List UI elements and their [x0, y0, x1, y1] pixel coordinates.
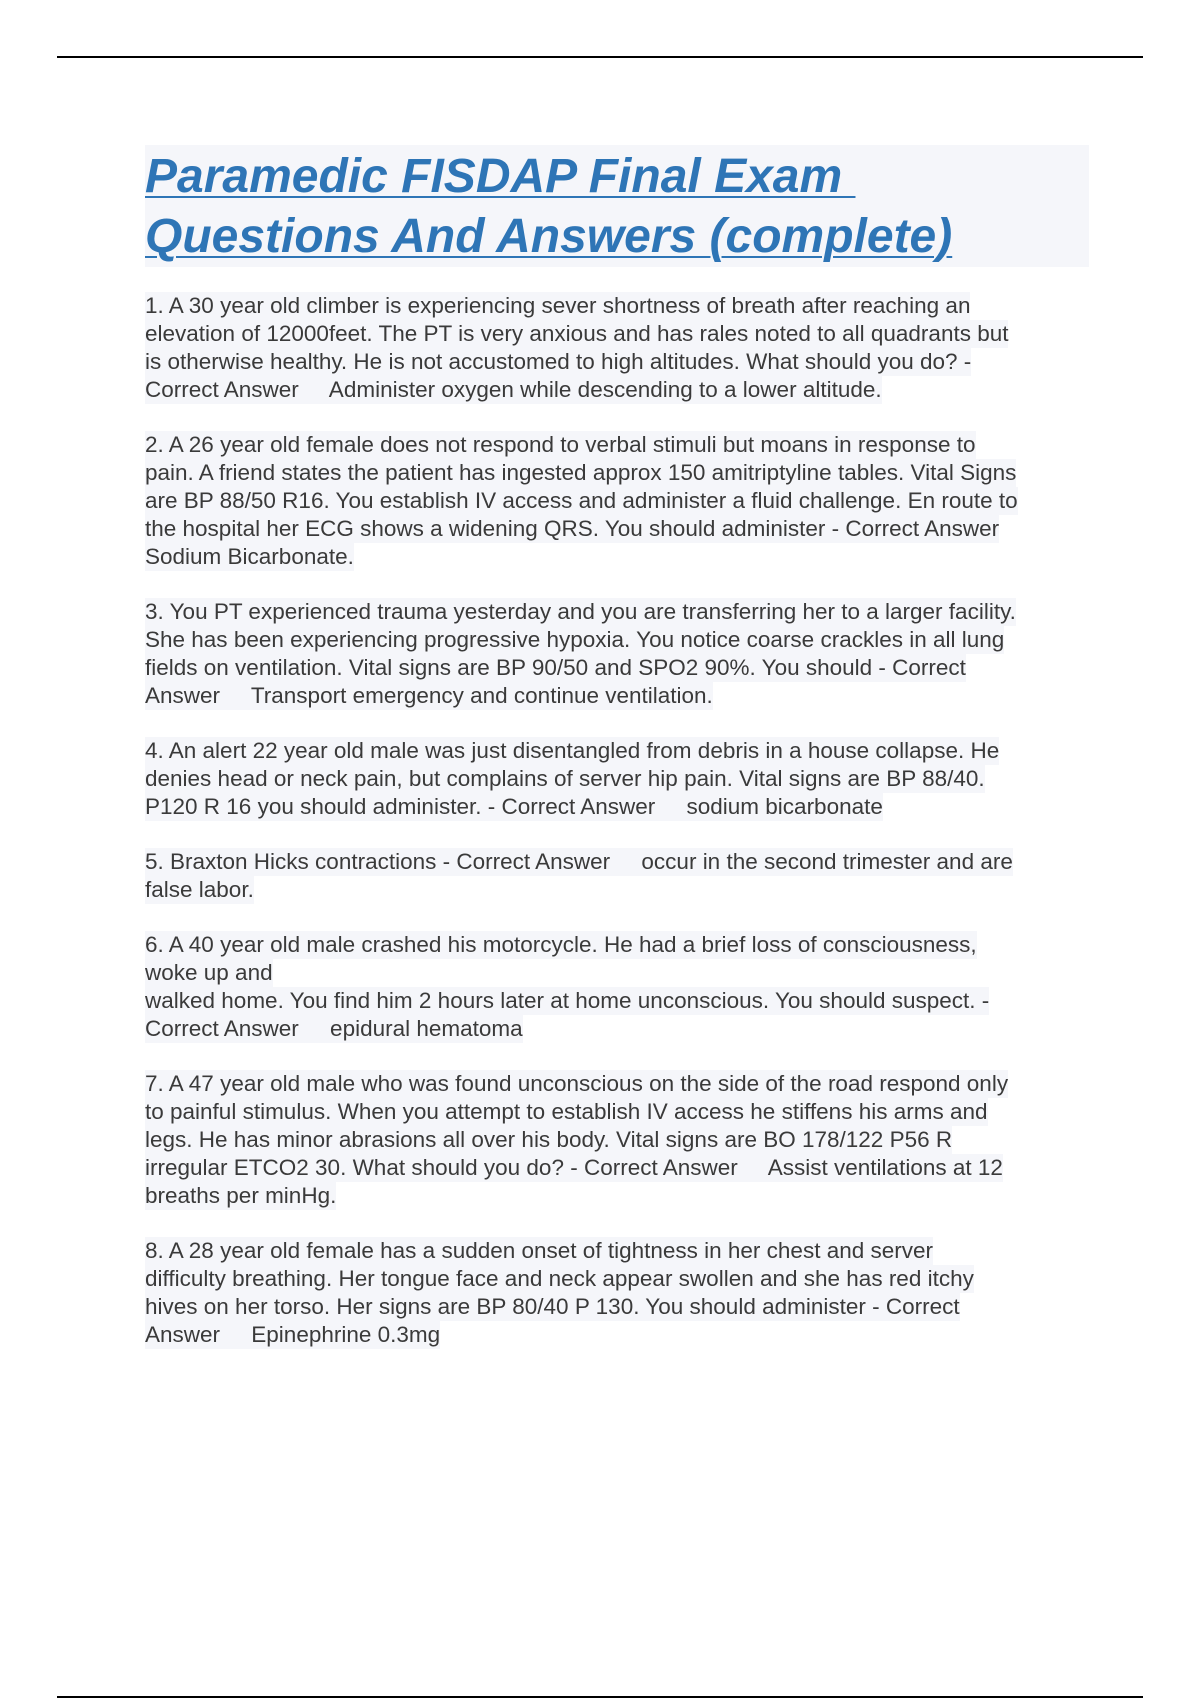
- qa-line: Answer Transport emergency and continue ventilation.: [145, 683, 713, 708]
- qa-item-1: [145, 292, 1095, 404]
- qa-line: walked home. You find him 2 hours later at home unconscious. You should suspect. -: [145, 988, 990, 1013]
- qa-line: 1. A 30 year old climber is experiencing sever shortness of breath after reaching an: [145, 293, 971, 318]
- qa-line: 5. Braxton Hicks contractions - Correct Answer occur in the second trimester and are: [145, 849, 1013, 874]
- qa-line: 4. An alert 22 year old male was just disentangled from debris in a house collapse. He: [145, 738, 1000, 763]
- qa-line: to painful stimulus. When you attempt to establish IV access he stiffens his arms and: [145, 1099, 988, 1124]
- qa-line: 6. A 40 year old male crashed his motorcycle. He had a brief loss of consciousness,: [145, 932, 977, 957]
- qa-line: woke up and: [145, 960, 273, 985]
- qa-line: 3. You PT experienced trauma yesterday and you are transferring her to a larger facility.: [145, 599, 1016, 624]
- document-title: [145, 145, 1089, 267]
- bottom-rule: [57, 1696, 1143, 1698]
- qa-list: [145, 292, 1095, 1376]
- qa-line: hives on her torso. Her signs are BP 80/40 P 130. You should administer - Correct: [145, 1294, 960, 1319]
- qa-line: 8. A 28 year old female has a sudden onset of tightness in her chest and server: [145, 1238, 933, 1263]
- qa-line: pain. A friend states the patient has ingested approx 150 amitriptyline tables. Vital Signs: [145, 460, 1017, 485]
- qa-line: 7. A 47 year old male who was found unconscious on the side of the road respond only: [145, 1071, 1009, 1096]
- qa-line: 2. A 26 year old female does not respond to verbal stimuli but moans in response to: [145, 432, 976, 457]
- title-block: [145, 145, 1089, 267]
- title-line-1: Paramedic FISDAP Final Exam: [145, 150, 856, 203]
- qa-line: Sodium Bicarbonate.: [145, 544, 354, 569]
- qa-item-4: [145, 737, 1095, 821]
- top-rule: [57, 56, 1143, 58]
- qa-item-6: [145, 931, 1095, 1043]
- qa-item-7: [145, 1070, 1095, 1210]
- qa-line: are BP 88/50 R16. You establish IV access and administer a fluid challenge. En route to: [145, 488, 1018, 513]
- qa-line: Correct Answer Administer oxygen while descending to a lower altitude.: [145, 377, 882, 402]
- qa-line: irregular ETCO2 30. What should you do? - Correct Answer Assist ventilations at 12: [145, 1155, 1003, 1180]
- qa-line: Answer Epinephrine 0.3mg: [145, 1322, 441, 1347]
- qa-line: false labor.: [145, 877, 254, 902]
- qa-line: P120 R 16 you should administer. - Correct Answer sodium bicarbonate: [145, 794, 883, 819]
- qa-item-5: [145, 848, 1095, 904]
- qa-line: is otherwise healthy. He is not accustomed to high altitudes. What should you do? -: [145, 349, 972, 374]
- qa-line: difficulty breathing. Her tongue face and neck appear swollen and she has red itchy: [145, 1266, 974, 1291]
- qa-line: denies head or neck pain, but complains of server hip pain. Vital signs are BP 88/40.: [145, 766, 985, 791]
- qa-line: breaths per minHg.: [145, 1183, 337, 1208]
- qa-item-3: [145, 598, 1095, 710]
- qa-line: legs. He has minor abrasions all over his body. Vital signs are BO 178/122 P56 R: [145, 1127, 953, 1152]
- qa-line: the hospital her ECG shows a widening QRS. You should administer - Correct Answer: [145, 516, 1000, 541]
- qa-line: Correct Answer epidural hematoma: [145, 1016, 523, 1041]
- qa-line: elevation of 12000feet. The PT is very anxious and has rales noted to all quadrants but: [145, 321, 1009, 346]
- qa-item-2: [145, 431, 1095, 571]
- qa-line: fields on ventilation. Vital signs are BP 90/50 and SPO2 90%. You should - Correct: [145, 655, 966, 680]
- qa-item-8: [145, 1237, 1095, 1349]
- title-line-2: Questions And Answers (complete): [145, 210, 953, 263]
- qa-line: She has been experiencing progressive hypoxia. You notice coarse crackles in all lung: [145, 627, 1005, 652]
